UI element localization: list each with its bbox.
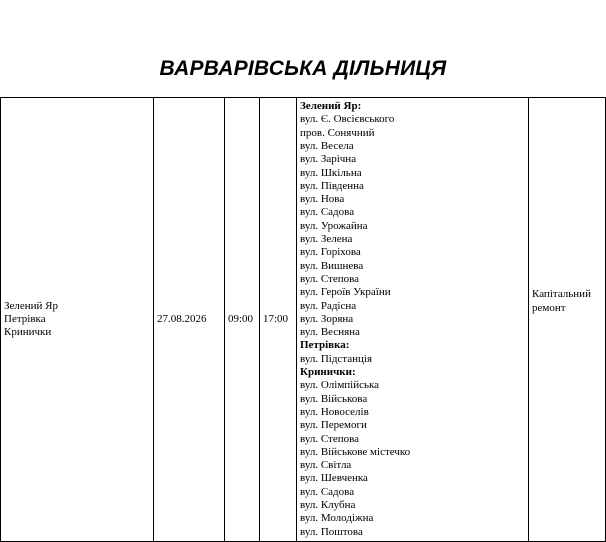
street-item: вул. Шевченка [300, 472, 368, 485]
street-item: вул. Олімпійська [300, 379, 380, 392]
date-cell: 27.08.2026 [154, 98, 225, 542]
street-item: вул. Весняна [300, 326, 360, 339]
outage-schedule-table [0, 97, 606, 542]
street-item: вул. Весела [300, 139, 354, 152]
start-time-cell: 09:00 [225, 98, 260, 542]
street-item: вул. Садова [300, 485, 355, 498]
street-item: вул. Військове містечко [300, 445, 411, 458]
table-row [1, 98, 606, 542]
street-item: вул. Новоселів [300, 405, 369, 418]
settlement-name: Кринички [4, 326, 52, 339]
street-item: вул. Підстанція [300, 352, 373, 365]
street-item: вул. Клубна [300, 499, 356, 511]
street-item: вул. Шкільна [300, 166, 362, 179]
street-item: вул. Зоряна [300, 312, 354, 325]
settlements-cell [1, 98, 154, 542]
street-item: вул. Радісна [300, 299, 357, 312]
street-item: вул. Степова [300, 432, 360, 445]
street-item: вул. Горіхова [300, 246, 361, 259]
street-item: вул. Урожайна [300, 219, 368, 232]
street-item: вул. Світла [300, 459, 352, 472]
settlement-name: Зелений Яр [4, 299, 59, 312]
work-type-text: Капітальний ремонт [532, 288, 591, 314]
street-item: вул. Вишнева [300, 259, 364, 272]
settlement-name: Петрівка [4, 312, 46, 325]
street-item: вул. Садова [300, 206, 355, 219]
street-item: вул. Героїв України [300, 286, 391, 299]
settlement-group-heading: Петрівка: [300, 339, 350, 352]
streets-cell [297, 98, 529, 542]
street-item: вул. Нова [300, 193, 345, 206]
page-title: ВАРВАРІВСЬКА ДІЛЬНИЦЯ [159, 57, 447, 80]
street-item: вул. Степова [300, 272, 360, 285]
street-item: вул. Зарічна [300, 153, 357, 166]
street-item: вул. Перемоги [300, 419, 367, 432]
street-item: вул. Військова [300, 392, 368, 405]
street-item: вул. Південна [300, 179, 364, 192]
street-item: вул. Зелена [300, 233, 353, 246]
settlement-group-heading: Зелений Яр: [300, 100, 362, 113]
settlement-group-heading: Кринички: [300, 366, 356, 379]
street-item: вул. Поштова [300, 525, 363, 538]
street-item: пров. Сонячний [300, 126, 375, 139]
street-item: вул. Є. Овсієвського [300, 113, 395, 126]
end-time-cell: 17:00 [260, 98, 297, 542]
work-type-cell [529, 98, 606, 542]
street-item: вул. Молодіжна [300, 512, 374, 525]
